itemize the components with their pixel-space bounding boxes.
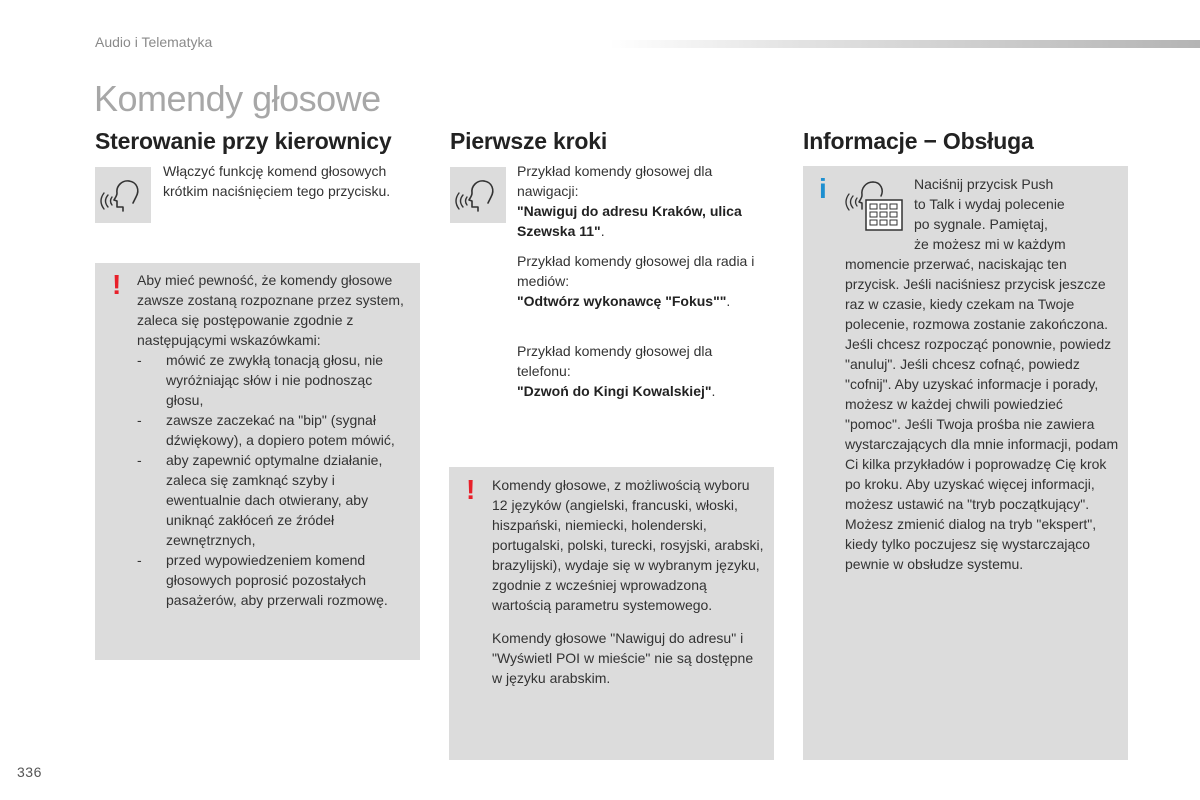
col1-warning-intro: Aby mieć pewność, że komendy głosowe zawsze zostaną rozpoznane przez system, zaleca się postępowanie zgodnie z następującymi wskazówkami:: [137, 272, 404, 348]
col3-heading: Informacje − Obsługa: [803, 128, 1034, 154]
info-icon: i: [819, 173, 827, 204]
intro-line: Naciśnij przycisk Push: [914, 176, 1054, 192]
col1-intro: Włączyć funkcję komend głosowych krótkim naciśnięciem tego przycisku.: [163, 163, 391, 199]
example-command: "Nawiguj do adresu Kraków, ulica Szewska 11": [517, 203, 742, 239]
col2-warning-para1: Komendy głosowe, z możliwością wyboru 12 języków (angielski, francuski, włoski, hiszpański, niemiecki, holenderski, portugalski, polski, turecki, rosyjski, arabski, brazylijski), wydaje się w wybranym języku, zgodnie z wcześniej wprowadzoną wartością parametru systemowego.: [492, 477, 764, 613]
example-radio: [517, 251, 773, 311]
list-item: - zawsze zaczekać na "bip" (sygnał dźwiękowy), a dopiero potem mówić,: [137, 410, 412, 450]
voice-command-icon: [450, 167, 506, 223]
header-rule: [610, 40, 1200, 48]
example-command: "Odtwórz wykonawcę "Fokus"": [517, 293, 727, 309]
page-title: Komendy głosowe: [94, 78, 381, 119]
intro-line: że możesz mi w każdym: [914, 236, 1066, 252]
example-end: .: [600, 223, 605, 239]
warning-icon: !: [466, 474, 476, 505]
list-item: - mówić ze zwykłą tonacją głosu, nie wyróżniając słów i nie podnosząc głosu,: [137, 350, 412, 410]
example-navigation: [517, 161, 773, 241]
example-end: .: [711, 383, 716, 399]
example-end: .: [726, 293, 731, 309]
example-text: Przykład komendy głosowej dla telefonu:: [517, 343, 713, 379]
section-label: Audio i Telematyka: [95, 34, 213, 50]
col3-intro-lines: [914, 174, 1124, 254]
example-command: "Dzwoń do Kingi Kowalskiej": [517, 383, 712, 399]
col1-warning-text: [137, 270, 412, 610]
example-phone: [517, 341, 757, 401]
col2-warning-para2: Komendy głosowe "Nawiguj do adresu" i "Wyświetl POI w mieście" nie są dostępne w języku arabskim.: [492, 630, 754, 686]
col2-heading: Pierwsze kroki: [450, 128, 608, 154]
col1-warning-list: [137, 350, 412, 610]
intro-line: po sygnale. Pamiętaj,: [914, 216, 1048, 232]
warning-icon: !: [112, 269, 122, 300]
col3-body: momencie przerwać, naciskając ten przycisk. Jeśli naciśniesz przycisk jeszcze raz w czasie, kiedy czekam na Twoje polecenie, rozmowa zostanie zakończona. Jeśli chcesz rozpocząć ponownie, powiedz "anuluj". Jeśli chcesz cofnąć, powiedz "cofnij". Aby uzyskać informacje i porady, możesz w każdej chwili powiedzieć "pomoc". Jeśli Twoja prośba nie zawiera wystarczających dla mnie informacji, podam Ci kilka przykładów i poprowadzę Cię krok po kroku. Aby uzyskać więcej informacji, możesz ustawić na "tryb początkujący". Możesz zmienić dialog na tryb "ekspert", kiedy tylko poczujesz się wystarczająco pewnie w obsłudze systemu.: [845, 256, 1119, 572]
list-item: - przed wypowiedzeniem komend głosowych poprosić pozostałych pasażerów, aby przerwali rozmowę.: [137, 550, 412, 610]
example-text: Przykład komendy głosowej dla nawigacji:: [517, 163, 713, 199]
example-text: Przykład komendy głosowej dla radia i mediów:: [517, 253, 755, 289]
voice-command-icon: [95, 167, 151, 223]
list-item: - aby zapewnić optymalne działanie, zaleca się zamknąć szyby i ewentualnie dach otwierany, aby uniknąć zakłóceń ze źródeł zewnętrznych,: [137, 450, 412, 550]
page-number: 336: [17, 764, 42, 780]
col1-heading: Sterowanie przy kierownicy: [95, 128, 392, 154]
push-to-talk-keypad-icon: [845, 176, 905, 232]
col2-warning-text: [492, 475, 766, 688]
intro-line: to Talk i wydaj polecenie: [914, 196, 1065, 212]
